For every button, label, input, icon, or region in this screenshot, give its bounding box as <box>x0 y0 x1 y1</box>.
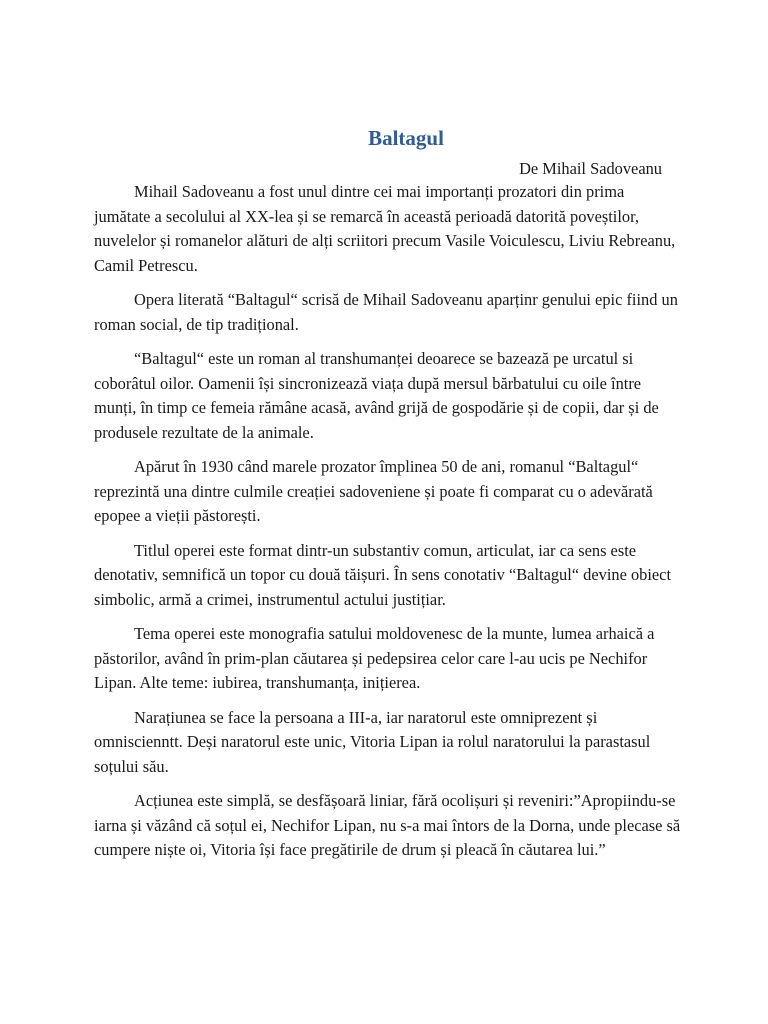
paragraph-3: “Baltagul“ este un roman al transhumanței deoarece se bazează pe urcatul si coborâtul oilor. Oamenii își sincronizează viața după mersul bărbatului cu oile între munți, în timp ce femeia rămâne acasă, având grijă de gospodărie și de copii, dar și de produsele rezultate de la animale. <box>94 349 659 442</box>
document-page <box>94 124 684 873</box>
document-title: Baltagul <box>368 126 444 150</box>
paragraph-1: Mihail Sadoveanu a fost unul dintre cei mai importanți prozatori din prima jumătate a secolului al XX-lea și se remarcă în această perioadă datorită poveștilor, nuvelelor și romanelor alături de alți scriitori precum Vasile Voiculescu, Liviu Rebreanu, Camil Petrescu. <box>94 182 676 275</box>
author-line: De Mihail Sadoveanu <box>519 159 662 178</box>
paragraph-4: Apărut în 1930 când marele prozator împlinea 50 de ani, romanul “Baltagul“ reprezintă una dintre culmile creației sadoveniene și poate fi comparat cu o adevărată epopee a vieții păstorești. <box>94 457 653 525</box>
paragraph-6: Tema operei este monografia satului moldovenesc de la munte, lumea arhaică a păstorilor, având în prim-plan căutarea și pedepsirea celor care l-au ucis pe Nechifor Lipan. Alte teme: iubirea, transhumanța, inițierea. <box>94 624 655 692</box>
paragraph-7: Narațiunea se face la persoana a III-a, iar naratorul este omniprezent și omniscienntt. Deși naratorul este unic, Vitoria Lipan ia rolul naratorului la parastasul soțului său. <box>94 707 651 776</box>
paragraph-5: Titlul operei este format dintr-un substantiv comun, articulat, iar ca sens este denotativ, semnifică un topor cu două tăișuri. În sens conotativ “Baltagul“ devine obiect simbolic, armă a crimei, instrumentul actului justițiar. <box>94 540 671 609</box>
paragraph-2: Opera literată “Baltagul“ scrisă de Mihail Sadoveanu aparținr genului epic fiind un roman social, de tip tradițional. <box>94 290 678 334</box>
paragraph-8: Acțiunea este simplă, se desfășoară liniar, fără ocolișuri și reveniri:”Apropiindu-se iarna și văzând că soțul ei, Nechifor Lipan, nu s-a mai întors de la Dorna, unde plecase să cumpere niște oi, Vitoria își face pregătirile de drum și pleacă în căutarea lui.” <box>94 791 681 859</box>
